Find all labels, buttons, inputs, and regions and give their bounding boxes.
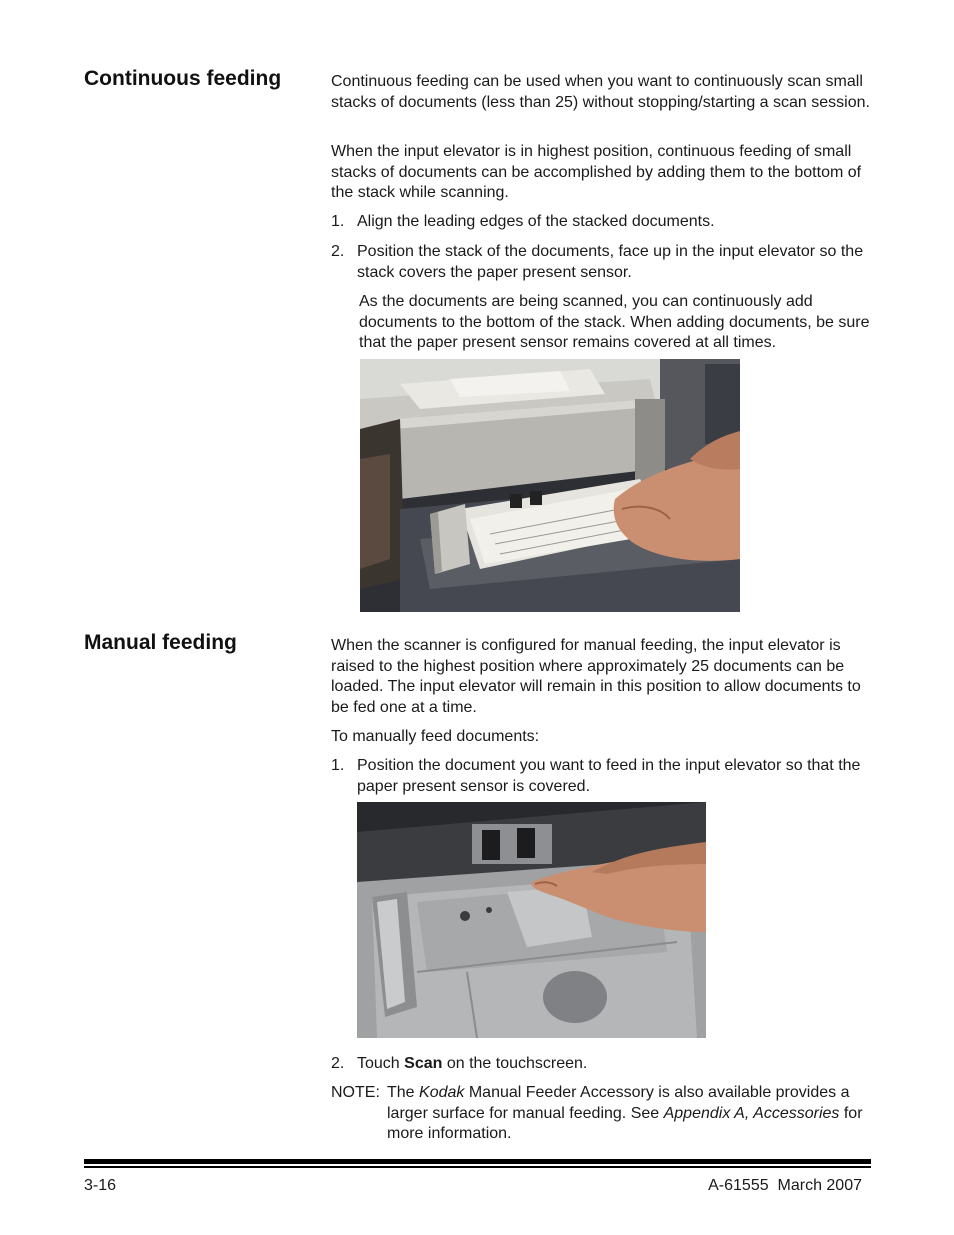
heading-continuous-feeding: Continuous feeding — [84, 67, 282, 90]
manual-para-1: When the scanner is configured for manual feeding, the input elevator is raised to the highest position where approximately 25 documents can be loaded. The input elevator will remain in this position to allow documents to be fed one at a time. — [331, 637, 861, 716]
note-post: for more information. — [387, 1104, 863, 1142]
manual-step-2 — [331, 1054, 871, 1075]
step-text-after: on the touchscreen. — [442, 1055, 588, 1072]
step-text — [357, 1054, 871, 1075]
step-number: 2. — [331, 243, 345, 260]
note-label: NOTE: — [331, 1084, 380, 1101]
scan-term: Scan — [404, 1055, 443, 1072]
step-number: 1. — [331, 213, 345, 230]
note-italic-kodak: Kodak — [419, 1084, 465, 1101]
note-italic-appendix: Appendix A, Accessories — [663, 1104, 840, 1122]
scanner-photo-illustration — [360, 359, 740, 612]
continuous-step-1 — [331, 212, 871, 233]
step-text: Position the stack of the documents, face up in the input elevator so the stack covers the paper present sensor. — [357, 243, 864, 281]
continuous-step-note: As the documents are being scanned, you can continuously add documents to the bottom of the stack. When adding documents, be sure that the paper present sensor remains covered at all times. — [359, 293, 870, 351]
note-mid: Manual Feeder Accessory is also available provides a larger surface for manual feeding. See — [387, 1084, 850, 1122]
step-number: 1. — [331, 757, 345, 774]
footer-doc-id: A-61555 March 2007 — [708, 1177, 862, 1194]
photo-manual-feeding — [357, 802, 706, 1038]
continuous-para-2: When the input elevator is in highest position, continuous feeding of small stacks of documents can be accomplished by adding them to the bottom of the stack while scanning. — [331, 143, 862, 201]
photo-continuous-feeding — [360, 359, 740, 612]
manual-note — [331, 1083, 871, 1145]
note-pre: The — [387, 1084, 420, 1101]
step-text-before: Touch — [357, 1055, 405, 1072]
footer-rule-thick — [84, 1159, 871, 1164]
step-text: Align the leading edges of the stacked documents. — [357, 213, 715, 230]
step-text: Position the document you want to feed in the input elevator so that the paper present sensor is covered. — [357, 757, 861, 795]
continuous-step-2 — [331, 242, 871, 283]
manual-para-2: To manually feed documents: — [331, 728, 540, 745]
step-number: 2. — [331, 1055, 345, 1072]
footer-page-number: 3-16 — [84, 1177, 117, 1194]
input-elevator-photo-illustration — [357, 802, 706, 1038]
heading-manual-feeding: Manual feeding — [84, 631, 237, 654]
note-text — [387, 1083, 871, 1145]
manual-step-1 — [331, 756, 871, 797]
continuous-para-1: Continuous feeding can be used when you want to continuously scan small stacks of documents (less than 25) without stopping/starting a scan session. — [331, 73, 870, 111]
footer-rule-thin — [84, 1166, 871, 1168]
